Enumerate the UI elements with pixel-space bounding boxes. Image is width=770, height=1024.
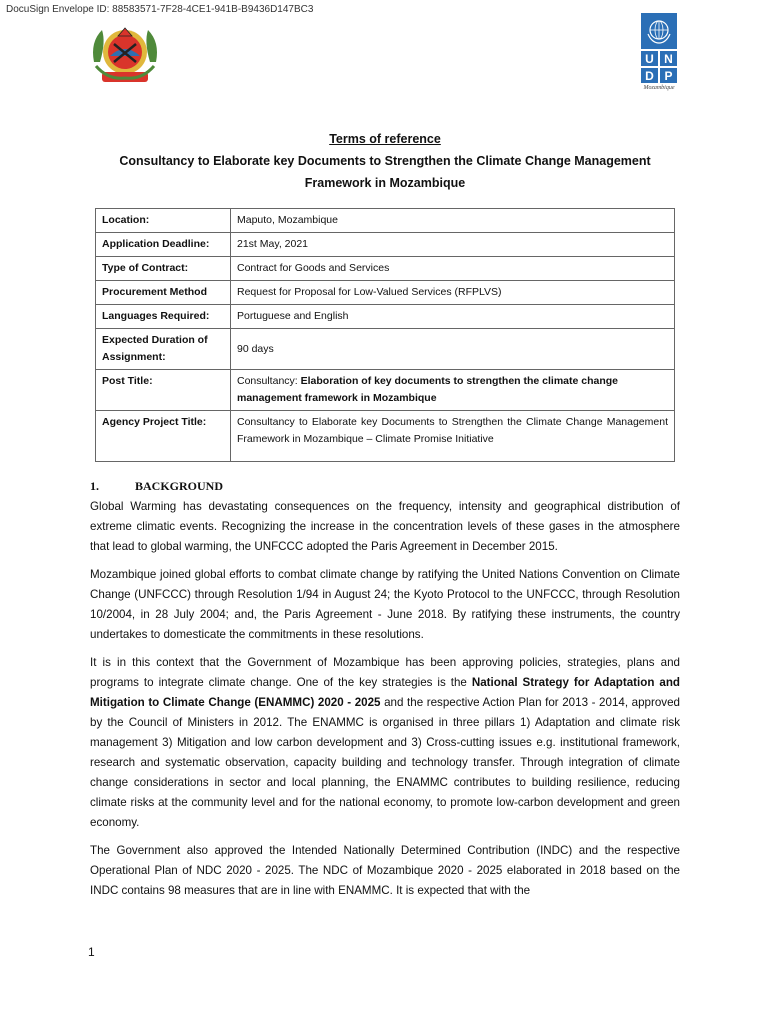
table-row <box>96 257 675 281</box>
mozambique-coat-of-arms-icon <box>88 22 162 88</box>
paragraph: Global Warming has devastating consequences on the frequency, intensity and geographical distribution of extreme climatic events. Recognizing the increase in the concentration levels of these gases in the atmosphere that lead to global warming, the UNFCCC adopted the Paris Agreement in December 2015. <box>90 500 680 553</box>
background-body <box>90 497 680 909</box>
table-row <box>96 329 675 370</box>
table-row <box>96 370 675 411</box>
paragraph-text: It is in this context that the Government of Mozambique has been approving policies, strategies, plans and programs to integrate climate change. One of the key strategies is the <box>90 656 680 689</box>
undp-letter-p: P <box>660 68 677 83</box>
table-row <box>96 411 675 462</box>
table-row <box>96 305 675 329</box>
table-row <box>96 209 675 233</box>
post-title-value <box>231 370 675 411</box>
table-row <box>96 281 675 305</box>
section-number: 1. <box>90 479 99 493</box>
contract-type-value: Contract for Goods and Services <box>231 257 675 281</box>
paragraph <box>90 653 680 833</box>
deadline-label: Application Deadline: <box>96 233 231 257</box>
duration-label: Expected Duration of Assignment: <box>96 329 231 370</box>
paragraph-text: and the respective Action Plan for 2013 - 2014, approved by the Council of Ministers in 2012. The ENAMMC is organised in three pillars 1) Adaptation and climate risk management 3) Mitigation and low carbon development and 3) Cross-cutting issues e.g. institutional framework, research and systematic observation, capacity building and technology transfer. Through integration of climate change considerations in sector and local planning, the ENAMMC contributes to building resilience, reducing climate risks at the community level and for the national economy, to promote low-carbon development and green economy. <box>90 696 681 829</box>
post-title-label: Post Title: <box>96 370 231 411</box>
undp-letter-n: N <box>660 51 677 66</box>
post-title-bold: Elaboration of key documents to strengthen the climate change management framework in Mozambique <box>237 375 619 404</box>
paragraph: Mozambique joined global efforts to combat climate change by ratifying the United Nations Convention on Climate Change (UNFCCC) through Resolution 1/94 in August 24; the Kyoto Protocol to the UNFCCC, through Resolution 10/2004, in 28 July 2004; and, the Paris Agreement - June 2018. By ratifying these instruments, the country undertakes to domesticate the commitments in these resolutions. <box>90 568 680 641</box>
assignment-info-table <box>95 208 675 462</box>
un-globe-icon <box>641 13 677 49</box>
document-subtitle-line1: Consultancy to Elaborate key Documents to Strengthen the Climate Change Management <box>119 154 651 168</box>
contract-type-label: Type of Contract: <box>96 257 231 281</box>
undp-letter-u: U <box>641 51 658 66</box>
document-subtitle-line2: Framework in Mozambique <box>304 176 466 190</box>
location-value: Maputo, Mozambique <box>231 209 675 233</box>
paragraph: The Government also approved the Intended Nationally Determined Contribution (INDC) and the respective Operational Plan of NDC 2020 - 2025. The NDC of Mozambique 2020 - 2025 elaborated in 2018 based on the INDC contains 98 measures that are in line with ENAMMC. It is expected that with the <box>90 844 680 897</box>
languages-value: Portuguese and English <box>231 305 675 329</box>
undp-letter-d: D <box>641 68 658 83</box>
procurement-method-value: Request for Proposal for Low-Valued Services (RFPLVS) <box>231 281 675 305</box>
section-title: BACKGROUND <box>135 479 224 493</box>
document-titles <box>70 128 700 194</box>
procurement-method-label: Procurement Method <box>96 281 231 305</box>
table-row <box>96 233 675 257</box>
section-heading <box>90 479 223 494</box>
agency-project-title-label: Agency Project Title: <box>96 411 231 462</box>
agency-project-title-value: Consultancy to Elaborate key Documents to Strengthen the Climate Change Management Framework in Mozambique – Climate Promise Initiative <box>231 411 675 462</box>
page-number: 1 <box>88 945 95 959</box>
location-label: Location: <box>96 209 231 233</box>
deadline-value: 21st May, 2021 <box>231 233 675 257</box>
undp-country-label: Mozambique <box>643 85 675 91</box>
duration-value: 90 days <box>231 329 675 370</box>
enammc-strategy-name: National Strategy for Adaptation and Mitigation to Climate Change (ENAMMC) 2020 - 2025 <box>90 676 680 709</box>
languages-label: Languages Required: <box>96 305 231 329</box>
docusign-envelope-id: DocuSign Envelope ID: 88583571-7F28-4CE1-941B-B9436D147BC3 <box>6 4 314 15</box>
document-title: Terms of reference <box>329 132 441 146</box>
undp-logo <box>641 13 677 91</box>
post-title-prefix: Consultancy: <box>237 375 301 387</box>
